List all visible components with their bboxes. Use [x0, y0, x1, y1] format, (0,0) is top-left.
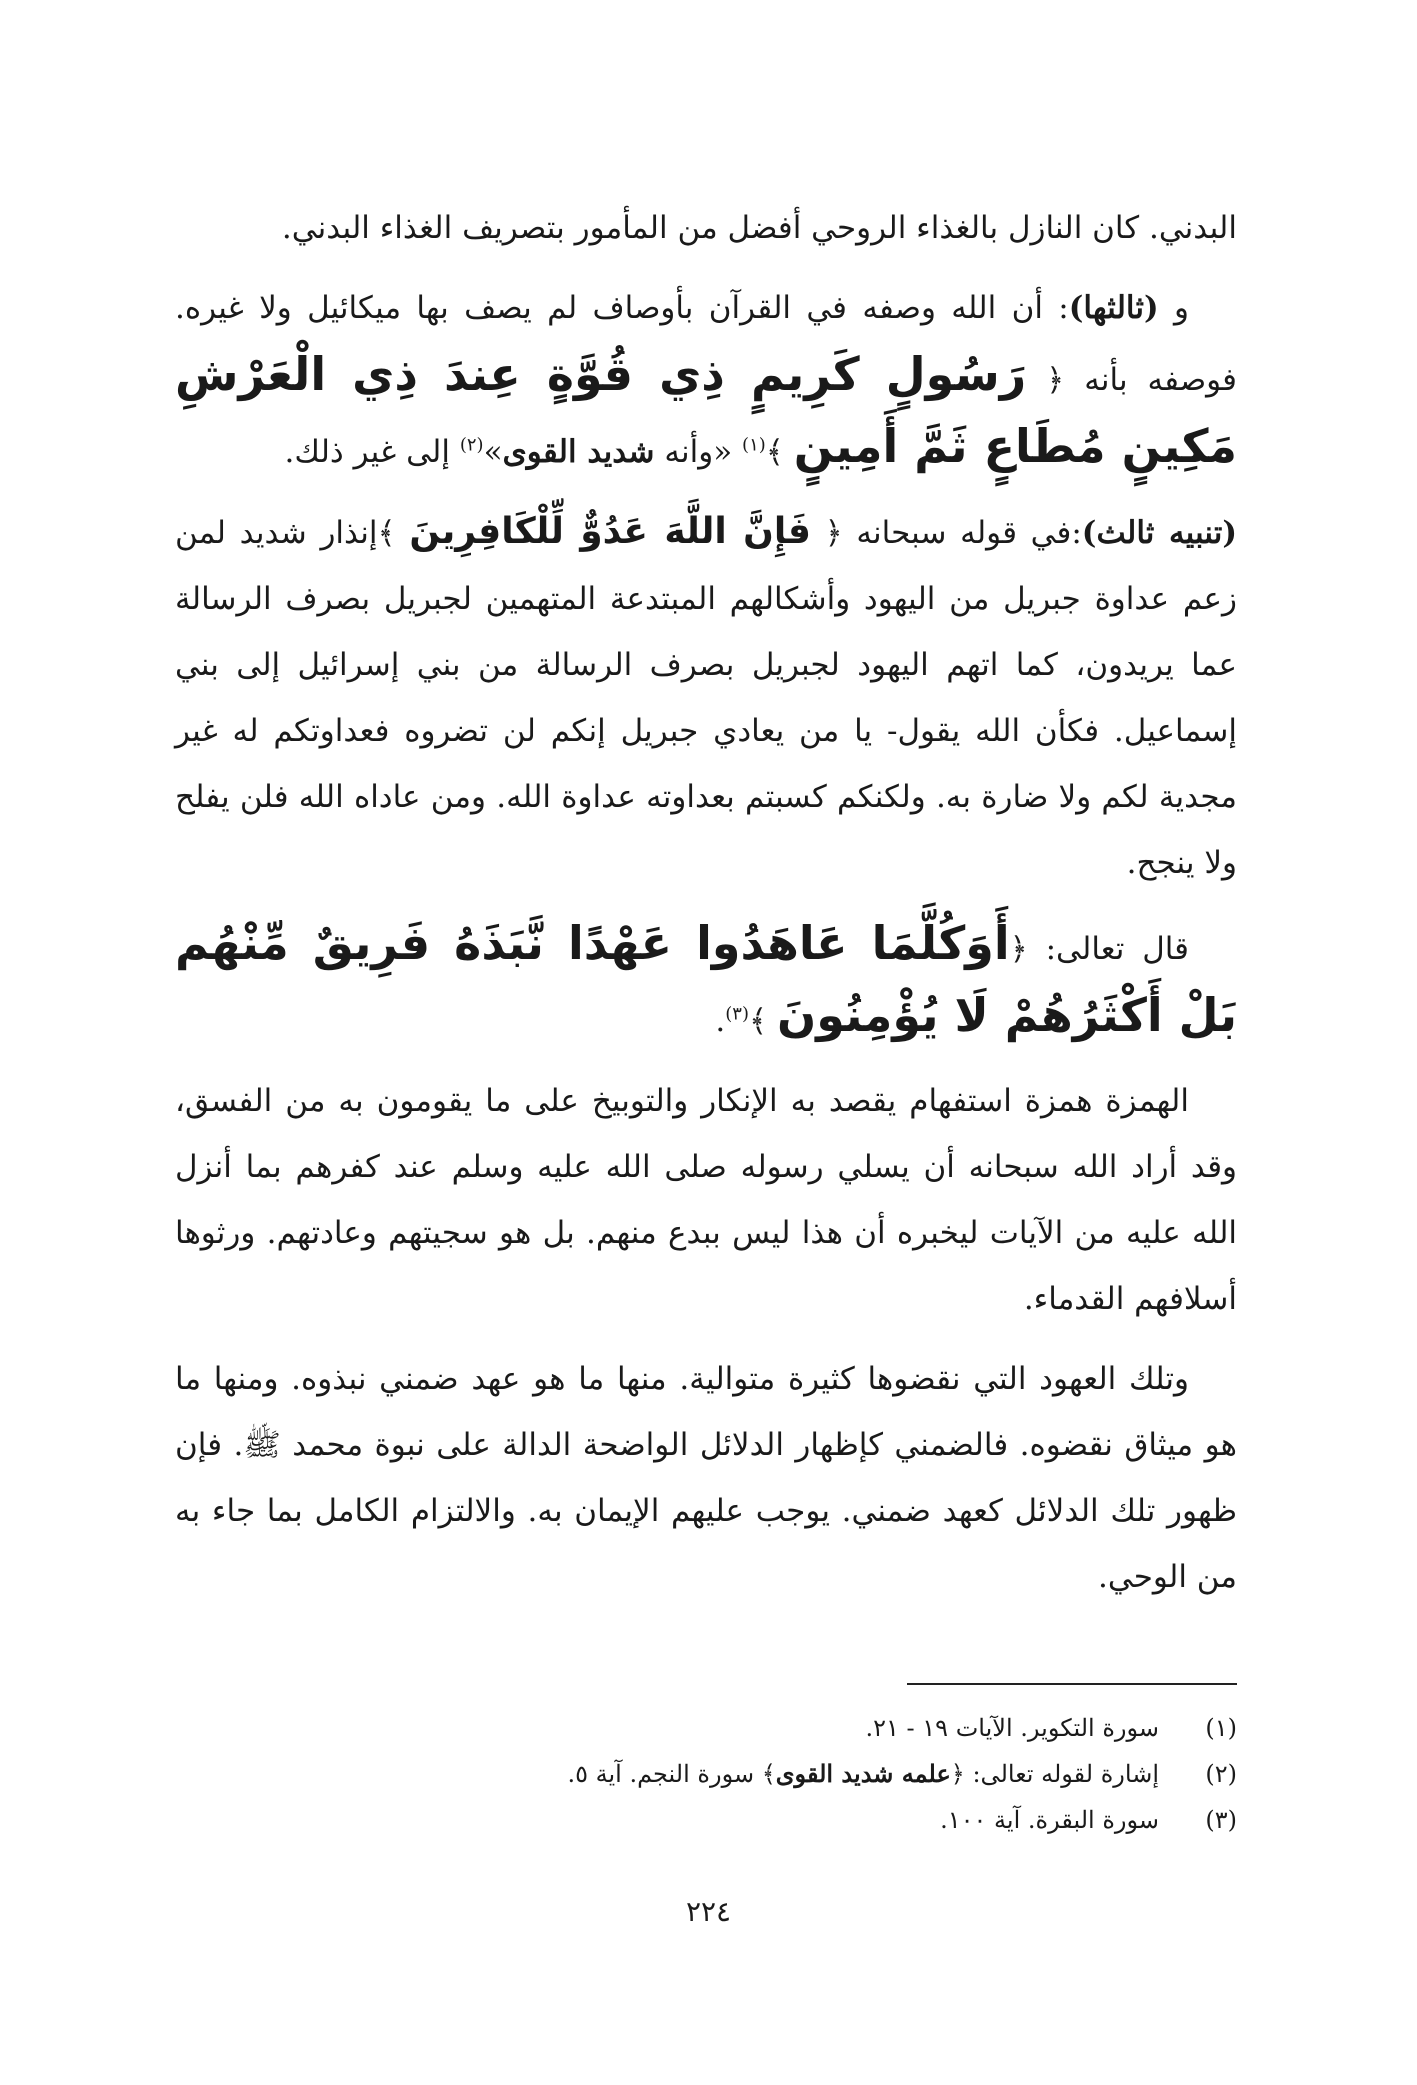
footnote-1 [177, 1705, 1237, 1751]
p6-text-2: . فإن ظهور تلك الدلائل كعهد ضمني. يوجب عليهم الإيمان به. والالتزام الكامل بما جاء به من الوحي. [175, 1427, 1237, 1595]
p2-quote-bold: شديد القوى [502, 434, 655, 470]
paragraph-5-text: الهمزة همزة استفهام يقصد به الإنكار والتوبيخ على ما يقومون به من الفسق، وقد أراد الله سبحانه أن يسلي رسوله صلى الله عليه وسلم عند كفرهم بما أنزل الله عليه من الآيات ليخبره أن هذا ليس ببدع منهم. بل هو سجيتهم وعادتهم. ورثوها أسلافهم القدماء. [175, 1083, 1238, 1317]
p2-heading: (ثالثها) [1068, 290, 1159, 326]
footnote-number: (١) [1205, 1714, 1237, 1742]
paragraph-1-text: البدني. كان النازل بالغذاء الروحي أفضل من المأمور بتصريف الغذاء البدني. [281, 210, 1237, 246]
footnote-number: (٣) [1205, 1806, 1237, 1834]
footnote-divider [907, 1683, 1237, 1685]
footnote-number: (٢) [1205, 1760, 1237, 1788]
footnotes [177, 1705, 1237, 1843]
page-number: ٢٢٤ [685, 1895, 732, 1928]
p4-close-bracket: ﴾ [748, 1003, 778, 1039]
p2-text-3: » [483, 434, 503, 470]
footnote-ref-3: (٣) [725, 1003, 749, 1025]
p6-text: وتلك العهود التي نقضوها كثيرة متوالية. منها ما هو عهد ضمني نبذوه. ومنها ما هو ميثاق نقضوه. فالضمني كإظهار الدلائل الواضحة الدالة على نبوة محمد [175, 1361, 1237, 1463]
quran-verse-3: أَوَكُلَّمَا عَاهَدُوا عَهْدًا نَّبَذَهُ فَرِيقٌ مِّنْهُم بَلْ أَكْثَرُهُمْ لَا يُؤْمِنُونَ [175, 916, 1237, 1042]
footnote-text [567, 1751, 1159, 1797]
p4-period: . [715, 1003, 726, 1039]
quran-verse-2: فَإِنَّ اللَّهَ عَدُوٌّ لِّلْكَافِرِينَ [409, 511, 811, 552]
paragraph-1 [175, 195, 1237, 261]
footnote-2 [177, 1751, 1237, 1797]
quran-verse-1: رَسُولٍ كَرِيمٍ ذِي قُوَّةٍ عِندَ ذِي الْعَرْشِ مَكِينٍ مُطَاعٍ ثَمَّ أَمِينٍ [175, 347, 1237, 473]
footnote-text [865, 1705, 1159, 1751]
footnote-ref-1: (١) [742, 434, 766, 456]
footnote-text-part: سورة البقرة. آية ١٠٠. [940, 1806, 1159, 1834]
p4-text: قال تعالى: ﴿ [1009, 931, 1189, 967]
paragraph-4 [175, 910, 1237, 1054]
p3-text: :في قوله سبحانه ﴿ [810, 515, 1082, 551]
footnote-quote-bold: علمه شديد القوى [775, 1759, 951, 1788]
p3-text-2: ﴾إنذار شديد لمن زعم عداوة جبريل من اليهود وأشكالهم المبتدعة المتهمين لجبريل بصرف الرسالة عما يريدون، كما اتهم اليهود لجبريل بصرف الرسالة من بني إسرائيل إلى بني إسماعيل. فكأن الله يقول- يا من يعادي جبريل إنكم لن تضروه فعداوتكم له غير مجدية لكم ولا ضارة به. ولكنكم كسبتم بعداوته عداوة الله. ومن عاداه الله فلن يفلح ولا ينجح. [175, 515, 1237, 881]
p3-heading: (تنبيه ثالث) [1081, 515, 1237, 551]
footnote-text-part: ﴾ سورة النجم. آية ٥. [567, 1760, 776, 1788]
p2-lead: و [1158, 290, 1189, 326]
salawat-ligature: ﷺ [243, 1427, 281, 1463]
paragraph-6 [175, 1346, 1237, 1610]
p2-text-4: إلى غير ذلك. [284, 434, 460, 470]
p2-text-2: «وأنه [654, 434, 743, 470]
p2-text: : أن الله وصفه في القرآن بأوصاف لم يصف بها ميكائيل ولا غيره. فوصفه بأنه ﴿ [175, 290, 1237, 398]
footnote-text-part: إشارة لقوله تعالى: ﴿ [950, 1760, 1159, 1788]
footnote-text-part: سورة التكوير. الآيات ١٩ - ٢١. [865, 1714, 1159, 1742]
footnote-ref-2: (٢) [459, 434, 484, 456]
footnote-3 [177, 1797, 1237, 1843]
paragraph-5 [175, 1068, 1237, 1332]
paragraph-3 [175, 499, 1237, 896]
p2-close-bracket: ﴾ [765, 434, 794, 470]
paragraph-2 [175, 275, 1237, 485]
footnote-text [940, 1797, 1159, 1843]
